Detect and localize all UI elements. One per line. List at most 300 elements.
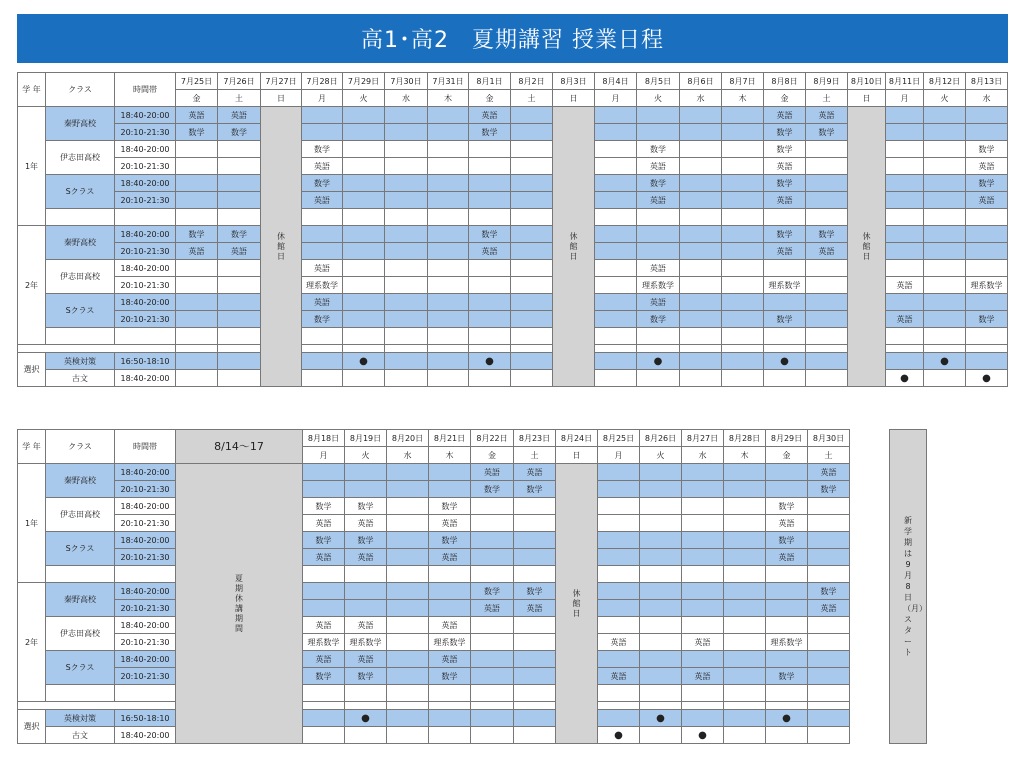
lesson-cell: 数学 <box>303 532 345 549</box>
lesson-cell <box>724 532 766 549</box>
lesson-cell <box>387 634 429 651</box>
break-period-label: 8/14～17 <box>176 430 303 464</box>
time-header: 時間帯 <box>115 430 176 464</box>
spacer-cell <box>680 328 722 345</box>
lesson-cell: 英語 <box>302 158 343 175</box>
time-slot: 18:40-20:00 <box>115 175 176 192</box>
lesson-cell <box>176 141 218 158</box>
elective-name: 古文 <box>46 370 115 387</box>
elective-name: 古文 <box>46 727 115 744</box>
lesson-cell <box>471 668 514 685</box>
elective-cell <box>385 353 428 370</box>
weekday-header: 日 <box>553 90 595 107</box>
lesson-cell <box>471 651 514 668</box>
lesson-cell: 理系数学 <box>766 634 808 651</box>
lesson-cell <box>724 515 766 532</box>
lesson-cell <box>595 192 637 209</box>
lesson-cell <box>724 481 766 498</box>
lesson-cell <box>724 634 766 651</box>
weekday-header: 金 <box>766 447 808 464</box>
lesson-cell <box>345 481 387 498</box>
lesson-cell <box>343 277 385 294</box>
lesson-cell <box>722 294 764 311</box>
lesson-cell <box>682 549 724 566</box>
class-name: Sクラス <box>46 532 115 566</box>
time-slot: 18:40-20:00 <box>115 141 176 158</box>
lesson-cell <box>514 498 556 515</box>
weekday-header: 水 <box>680 90 722 107</box>
separator-cell <box>176 345 218 353</box>
weekday-header: 月 <box>598 447 640 464</box>
lesson-cell: 数学 <box>764 226 806 243</box>
lesson-cell <box>724 464 766 481</box>
lesson-cell <box>176 175 218 192</box>
weekday-header: 月 <box>595 90 637 107</box>
lesson-cell <box>428 107 469 124</box>
spacer-cell <box>176 209 218 226</box>
lesson-cell <box>387 668 429 685</box>
lesson-cell: 数学 <box>469 226 511 243</box>
elective-cell: ● <box>343 353 385 370</box>
lesson-cell <box>966 124 1008 141</box>
elective-label: 選択 <box>18 710 46 744</box>
elective-cell <box>511 370 553 387</box>
spacer-cell <box>218 328 261 345</box>
grade-label: 1年 <box>18 107 46 226</box>
lesson-cell: 英語 <box>808 600 850 617</box>
time-slot: 20:10-21:30 <box>115 515 176 532</box>
lesson-cell <box>680 226 722 243</box>
lesson-cell <box>680 260 722 277</box>
lesson-cell <box>966 260 1008 277</box>
lesson-cell <box>806 294 848 311</box>
lesson-cell <box>640 515 682 532</box>
lesson-cell <box>766 583 808 600</box>
class-name: 伊志田高校 <box>46 617 115 651</box>
separator-cell <box>806 345 848 353</box>
class-name: 秦野高校 <box>46 583 115 617</box>
elective-cell <box>808 710 850 727</box>
separator-cell <box>722 345 764 353</box>
lesson-cell <box>806 277 848 294</box>
lesson-cell: 数学 <box>806 226 848 243</box>
elective-cell <box>514 727 556 744</box>
lesson-cell <box>343 311 385 328</box>
lesson-cell <box>511 277 553 294</box>
weekday-header: 火 <box>640 447 682 464</box>
elective-cell <box>429 727 471 744</box>
separator-cell <box>640 702 682 710</box>
spacer-cell <box>46 566 115 583</box>
lesson-cell <box>343 141 385 158</box>
lesson-cell: 英語 <box>429 651 471 668</box>
date-header: 8月18日 <box>303 430 345 447</box>
lesson-cell <box>808 532 850 549</box>
lesson-cell <box>766 481 808 498</box>
lesson-cell <box>640 600 682 617</box>
spacer-cell <box>766 566 808 583</box>
lesson-cell <box>469 294 511 311</box>
lesson-cell <box>598 583 640 600</box>
elective-cell <box>514 710 556 727</box>
elective-cell <box>303 727 345 744</box>
lesson-cell <box>387 617 429 634</box>
separator-cell <box>680 345 722 353</box>
lesson-cell <box>343 158 385 175</box>
lesson-cell <box>385 158 428 175</box>
lesson-cell <box>343 226 385 243</box>
lesson-cell: 英語 <box>766 515 808 532</box>
weekday-header: 木 <box>724 447 766 464</box>
weekday-header: 金 <box>764 90 806 107</box>
lesson-cell <box>429 464 471 481</box>
elective-cell <box>722 370 764 387</box>
elective-cell <box>764 370 806 387</box>
lesson-cell <box>680 175 722 192</box>
spacer-cell <box>387 566 429 583</box>
date-header: 8月20日 <box>387 430 429 447</box>
lesson-cell <box>682 583 724 600</box>
class-header: クラス <box>46 73 115 107</box>
elective-cell <box>806 353 848 370</box>
lesson-cell <box>469 175 511 192</box>
lesson-cell <box>302 107 343 124</box>
lesson-cell: 英語 <box>218 107 261 124</box>
date-header: 8月28日 <box>724 430 766 447</box>
lesson-cell <box>924 294 966 311</box>
time-slot: 18:40-20:00 <box>115 532 176 549</box>
lesson-cell <box>387 651 429 668</box>
lesson-cell: 理系数学 <box>637 277 680 294</box>
elective-cell <box>471 727 514 744</box>
lesson-cell <box>471 498 514 515</box>
lesson-cell <box>722 243 764 260</box>
lesson-cell <box>806 311 848 328</box>
lesson-cell <box>808 549 850 566</box>
lesson-cell: 数学 <box>966 175 1008 192</box>
lesson-cell <box>722 192 764 209</box>
lesson-cell: 数学 <box>808 481 850 498</box>
lesson-cell <box>514 651 556 668</box>
lesson-cell <box>808 617 850 634</box>
spacer-cell <box>343 328 385 345</box>
lesson-cell <box>595 158 637 175</box>
separator-cell <box>886 345 924 353</box>
elective-time: 16:50-18:10 <box>115 710 176 727</box>
lesson-cell: 数学 <box>966 141 1008 158</box>
lesson-cell <box>428 124 469 141</box>
lesson-cell <box>343 260 385 277</box>
spacer-cell <box>514 685 556 702</box>
time-slot: 18:40-20:00 <box>115 651 176 668</box>
separator-cell <box>966 345 1008 353</box>
lesson-cell <box>218 141 261 158</box>
date-header: 8月2日 <box>511 73 553 90</box>
lesson-cell <box>886 260 924 277</box>
lesson-cell: 数学 <box>218 124 261 141</box>
weekday-header: 火 <box>924 90 966 107</box>
lesson-cell <box>428 243 469 260</box>
lesson-cell <box>385 226 428 243</box>
lesson-cell <box>387 600 429 617</box>
lesson-cell: 数学 <box>766 668 808 685</box>
elective-cell <box>637 370 680 387</box>
spacer-cell <box>595 328 637 345</box>
lesson-cell <box>766 600 808 617</box>
weekday-header: 月 <box>886 90 924 107</box>
lesson-cell <box>640 583 682 600</box>
separator-cell <box>303 702 345 710</box>
lesson-cell: 数学 <box>302 141 343 158</box>
lesson-cell <box>471 515 514 532</box>
lesson-cell <box>682 464 724 481</box>
elective-time: 18:40-20:00 <box>115 727 176 744</box>
spacer-cell <box>387 685 429 702</box>
lesson-cell: 数学 <box>218 226 261 243</box>
elective-cell <box>886 353 924 370</box>
lesson-cell <box>598 600 640 617</box>
lesson-cell <box>511 124 553 141</box>
lesson-cell <box>724 600 766 617</box>
lesson-cell <box>428 294 469 311</box>
time-slot: 20:10-21:30 <box>115 311 176 328</box>
class-name: 秦野高校 <box>46 464 115 498</box>
class-name: 秦野高校 <box>46 226 115 260</box>
schedule-table-july-august <box>17 72 1008 387</box>
lesson-cell: 数学 <box>469 124 511 141</box>
elective-cell <box>471 710 514 727</box>
lesson-cell: 数学 <box>176 124 218 141</box>
separator-row <box>18 702 176 710</box>
lesson-cell <box>808 515 850 532</box>
date-header: 8月13日 <box>966 73 1008 90</box>
lesson-cell <box>886 124 924 141</box>
lesson-cell: 数学 <box>514 583 556 600</box>
lesson-cell: 英語 <box>345 515 387 532</box>
date-header: 7月31日 <box>428 73 469 90</box>
time-slot: 18:40-20:00 <box>115 260 176 277</box>
lesson-cell: 数学 <box>429 498 471 515</box>
spacer-cell <box>429 685 471 702</box>
lesson-cell <box>680 107 722 124</box>
weekday-header: 水 <box>966 90 1008 107</box>
class-name: 伊志田高校 <box>46 260 115 294</box>
spacer-cell <box>806 328 848 345</box>
lesson-cell <box>428 260 469 277</box>
separator-cell <box>302 345 343 353</box>
lesson-cell <box>598 481 640 498</box>
lesson-cell: 英語 <box>429 515 471 532</box>
lesson-cell <box>724 668 766 685</box>
lesson-cell <box>387 549 429 566</box>
elective-cell <box>218 370 261 387</box>
separator-cell <box>598 702 640 710</box>
grade-header: 学 年 <box>18 73 46 107</box>
lesson-cell: 英語 <box>637 294 680 311</box>
lesson-cell <box>924 226 966 243</box>
lesson-cell <box>595 141 637 158</box>
spacer-cell <box>966 209 1008 226</box>
spacer-cell <box>46 209 115 226</box>
lesson-cell <box>806 192 848 209</box>
time-slot: 20:10-21:30 <box>115 192 176 209</box>
spacer-cell <box>680 209 722 226</box>
lesson-cell <box>766 651 808 668</box>
lesson-cell <box>808 498 850 515</box>
lesson-cell <box>385 243 428 260</box>
lesson-cell: 英語 <box>302 192 343 209</box>
elective-cell <box>724 710 766 727</box>
separator-cell <box>682 702 724 710</box>
lesson-cell: 英語 <box>303 651 345 668</box>
lesson-cell <box>511 311 553 328</box>
lesson-cell <box>766 464 808 481</box>
lesson-cell <box>640 532 682 549</box>
lesson-cell: 理系数学 <box>345 634 387 651</box>
lesson-cell: 数学 <box>345 532 387 549</box>
lesson-cell <box>218 311 261 328</box>
lesson-cell <box>387 464 429 481</box>
weekday-header: 木 <box>722 90 764 107</box>
spacer-cell <box>345 685 387 702</box>
lesson-cell: 数学 <box>345 668 387 685</box>
separator-cell <box>764 345 806 353</box>
spacer-cell <box>595 209 637 226</box>
date-header: 8月23日 <box>514 430 556 447</box>
lesson-cell: 英語 <box>764 192 806 209</box>
lesson-cell <box>924 192 966 209</box>
weekday-header: 火 <box>343 90 385 107</box>
lesson-cell: 英語 <box>682 668 724 685</box>
elective-cell <box>385 370 428 387</box>
lesson-cell <box>924 124 966 141</box>
spacer-cell <box>886 328 924 345</box>
lesson-cell <box>924 311 966 328</box>
spacer-cell <box>345 566 387 583</box>
elective-cell: ● <box>764 353 806 370</box>
lesson-cell <box>886 107 924 124</box>
lesson-cell: 英語 <box>429 549 471 566</box>
lesson-cell <box>303 464 345 481</box>
lesson-cell <box>680 158 722 175</box>
lesson-cell: 英語 <box>429 617 471 634</box>
date-header: 8月30日 <box>808 430 850 447</box>
spacer-cell <box>924 328 966 345</box>
lesson-cell <box>637 243 680 260</box>
lesson-cell: 英語 <box>966 192 1008 209</box>
lesson-cell <box>808 634 850 651</box>
lesson-cell <box>428 277 469 294</box>
elective-cell <box>511 353 553 370</box>
lesson-cell <box>176 311 218 328</box>
lesson-cell <box>514 515 556 532</box>
class-name: Sクラス <box>46 651 115 685</box>
lesson-cell <box>680 141 722 158</box>
elective-name: 英検対策 <box>46 710 115 727</box>
date-header: 8月22日 <box>471 430 514 447</box>
lesson-cell <box>722 124 764 141</box>
lesson-cell <box>302 124 343 141</box>
spacer-cell <box>511 328 553 345</box>
lesson-cell <box>595 294 637 311</box>
spacer-cell <box>808 566 850 583</box>
lesson-cell <box>764 294 806 311</box>
time-slot: 20:10-21:30 <box>115 124 176 141</box>
lesson-cell <box>595 311 637 328</box>
spacer-cell <box>469 328 511 345</box>
spacer-cell <box>766 685 808 702</box>
lesson-cell: 英語 <box>598 634 640 651</box>
lesson-cell: 数学 <box>637 311 680 328</box>
lesson-cell <box>385 192 428 209</box>
lesson-cell: 英語 <box>637 192 680 209</box>
lesson-cell <box>385 277 428 294</box>
elective-cell <box>724 727 766 744</box>
lesson-cell <box>722 311 764 328</box>
lesson-cell: 数学 <box>806 124 848 141</box>
lesson-cell <box>343 107 385 124</box>
lesson-cell <box>595 243 637 260</box>
spacer-cell <box>471 685 514 702</box>
spacer-cell <box>469 209 511 226</box>
date-header: 7月28日 <box>302 73 343 90</box>
lesson-cell <box>303 481 345 498</box>
lesson-cell: 数学 <box>764 141 806 158</box>
separator-cell <box>595 345 637 353</box>
lesson-cell <box>514 549 556 566</box>
spacer-cell <box>637 209 680 226</box>
elective-cell: ● <box>598 727 640 744</box>
lesson-cell <box>886 243 924 260</box>
elective-cell <box>176 353 218 370</box>
lesson-cell <box>343 294 385 311</box>
date-header: 8月10日 <box>848 73 886 90</box>
elective-cell <box>428 370 469 387</box>
spacer-cell <box>428 209 469 226</box>
lesson-cell <box>886 141 924 158</box>
elective-cell <box>176 370 218 387</box>
spacer-cell <box>764 328 806 345</box>
weekday-header: 土 <box>514 447 556 464</box>
date-header: 8月11日 <box>886 73 924 90</box>
lesson-cell: 英語 <box>514 464 556 481</box>
lesson-cell <box>511 158 553 175</box>
lesson-cell: 英語 <box>598 668 640 685</box>
time-slot: 18:40-20:00 <box>115 294 176 311</box>
lesson-cell <box>724 651 766 668</box>
lesson-cell <box>176 192 218 209</box>
lesson-cell <box>640 464 682 481</box>
lesson-cell <box>595 124 637 141</box>
lesson-cell <box>343 243 385 260</box>
lesson-cell <box>385 124 428 141</box>
lesson-cell <box>595 260 637 277</box>
lesson-cell: 数学 <box>303 668 345 685</box>
lesson-cell <box>598 515 640 532</box>
spacer-cell <box>514 566 556 583</box>
elective-cell <box>598 710 640 727</box>
elective-cell <box>302 370 343 387</box>
elective-cell: ● <box>766 710 808 727</box>
elective-cell: ● <box>469 353 511 370</box>
lesson-cell: 英語 <box>966 158 1008 175</box>
lesson-cell <box>886 294 924 311</box>
lesson-cell <box>471 617 514 634</box>
date-header: 8月21日 <box>429 430 471 447</box>
weekday-header: 木 <box>429 447 471 464</box>
lesson-cell: 数学 <box>766 498 808 515</box>
weekday-header: 土 <box>218 90 261 107</box>
